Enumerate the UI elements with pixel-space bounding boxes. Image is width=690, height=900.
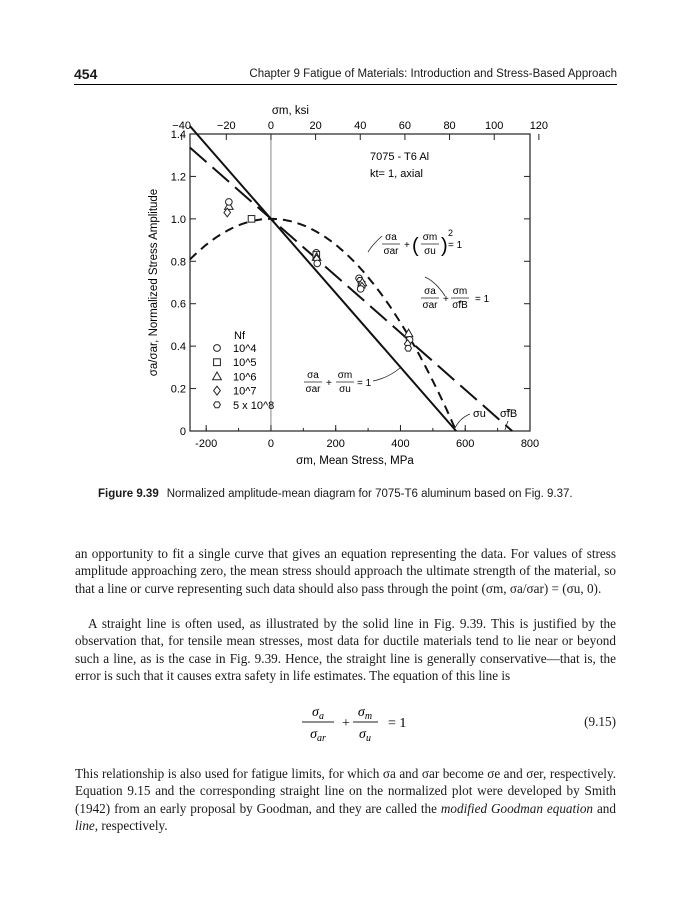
morrow-eq: = 1	[475, 294, 490, 305]
x2-tick-label: −40	[172, 120, 191, 132]
morrow-frac2-den: σ̃fB	[452, 300, 468, 311]
goodman-frac1-num: σa	[307, 370, 319, 381]
x2-tick-label: 20	[309, 120, 322, 132]
svg-text:σm: $\sigma_m$	[357, 705, 373, 722]
legend-label: 10^6	[233, 371, 257, 384]
gerber-frac1-den: σar	[383, 246, 399, 257]
data-point-diamond	[214, 386, 221, 395]
x-axis-title: σm, Mean Stress, MPa	[296, 455, 414, 467]
y-axis-title: σa/σar, Normalized Stress Amplitude	[148, 188, 160, 377]
x-tick-label: 600	[456, 438, 475, 450]
x2-axis-title: σm, ksi	[271, 105, 309, 117]
gerber-exp: 2	[448, 228, 454, 238]
data-point-circle	[226, 199, 233, 206]
x-tick-label: 800	[520, 438, 540, 450]
morrow-frac1-num: σa	[424, 286, 436, 297]
chart-data-points	[224, 199, 413, 352]
x-tick-label: -200	[195, 438, 218, 450]
y-tick-label: 0.8	[170, 256, 186, 269]
x2-tick-label: 120	[529, 120, 549, 132]
x2-tick-label: 80	[443, 120, 456, 132]
legend-title: Nf	[234, 330, 245, 342]
goodman-leader	[373, 368, 400, 381]
gerber-frac2-num: σm	[422, 232, 438, 243]
svg-text:= 1: = 1	[388, 716, 407, 731]
figure-caption	[98, 488, 573, 500]
x2-tick-label: 0	[267, 120, 275, 132]
figure-caption-text: Normalized amplitude-mean diagram for 7075-T6 aluminum based on Fig. 9.37.	[166, 488, 573, 500]
data-point-hexagon	[405, 345, 412, 351]
material-label: 7075 - T6 Al	[370, 151, 430, 163]
data-point-circle	[314, 260, 321, 267]
paragraph-2: A straight line is often used, as illustrated by the solid line in Fig. 9.39. This is justified by the observation that, for tensile mean stresses, most data for ductile materials tend to lie near or beyond such a line, as is the case in Fig. 9.39. Hence, the straight line is generally conservative—that is, the error is such that it causes extra safety in life estimates. The equation of this line is	[75, 616, 616, 684]
goodman-frac1-den: σar	[305, 384, 321, 395]
chapter-title: Chapter 9 Fatigue of Materials: Introduction and Stress-Based Approach	[249, 68, 617, 80]
svg-text:σa: $\sigma_a$	[312, 705, 324, 722]
goodman-plus: +	[326, 378, 332, 389]
morrow-frac1-den: σar	[422, 300, 438, 311]
gerber-eq: = 1	[448, 240, 463, 251]
svg-text:+: +	[342, 716, 350, 731]
goodman-eq: = 1	[357, 378, 372, 389]
sigma-u-label: σu	[473, 408, 486, 420]
sigma-fb-label: σ̃fB	[500, 408, 518, 420]
y-tick-label: 0	[179, 426, 186, 438]
y-tick-label: 0.2	[170, 383, 186, 396]
x-tick-label: 200	[326, 438, 345, 450]
gerber-leader	[368, 236, 382, 252]
x-tick-label: 0	[267, 438, 275, 450]
goodman-frac2-den: σu	[339, 384, 351, 395]
gerber-paren-l: (	[412, 235, 419, 257]
data-point-hexagon	[214, 402, 221, 408]
data-point-circle	[214, 345, 221, 352]
goodman-frac2-num: σm	[337, 370, 353, 381]
gerber-paren-r: )	[441, 235, 448, 257]
y-tick-label: 1.2	[170, 171, 186, 184]
data-point-triangle	[213, 372, 222, 380]
chart-labels	[0, 0, 548, 467]
morrow-plus: +	[443, 294, 449, 305]
x2-tick-label: 60	[398, 120, 412, 132]
legend-label: 5 x 10^8	[233, 399, 275, 412]
y-tick-label: 1.4	[170, 129, 186, 141]
sigma-u-leader	[455, 414, 470, 428]
data-point-circle	[357, 286, 364, 293]
svg-text:σu: $\sigma_u$	[359, 727, 371, 744]
x2-tick-label: 100	[485, 120, 504, 132]
gerber-plus: +	[404, 240, 410, 251]
figure-label: Figure 9.39	[98, 488, 159, 500]
data-point-square	[248, 216, 255, 223]
condition-label: kt= 1, axial	[370, 168, 423, 180]
y-tick-label: 0.6	[170, 298, 186, 311]
legend-label: 10^5	[233, 357, 257, 370]
gerber-frac1-num: σa	[385, 232, 397, 243]
x2-tick-label: 40	[354, 120, 367, 132]
data-point-square	[214, 359, 221, 366]
y-tick-label: 0.4	[170, 341, 186, 354]
x2-tick-label: −20	[216, 120, 236, 132]
equation-number: (9.15)	[584, 714, 616, 729]
paragraph-1: an opportunity to fit a single curve that gives an equation representing the data. For values of stress amplitude approaching zero, the mean stress should approach the ultimate strength of the material, so that a line or curve representing such data should also pass through the point (σm, σa/σar) = (σu, 0).	[75, 546, 616, 596]
legend-label: 10^7	[233, 385, 257, 398]
x-tick-label: 400	[391, 438, 410, 450]
morrow-frac2-num: σm	[452, 286, 468, 297]
y-tick-label: 1.0	[170, 213, 186, 226]
gerber-frac2-den: σu	[424, 246, 436, 257]
paragraph-3: This relationship is also used for fatigue limits, for which σa and σar become σe and σer, respectively. Equation 9.15 and the corresponding straight line on the normalized plot were developed by Smith (1942) from an early proposal by Goodman, and they are called the modified Goodman equation and line, respectively.	[75, 766, 616, 834]
page-number: 454	[74, 66, 98, 82]
legend-label: 10^4	[233, 343, 257, 355]
svg-text:σar: $\sigma_{ar}$	[310, 727, 326, 744]
